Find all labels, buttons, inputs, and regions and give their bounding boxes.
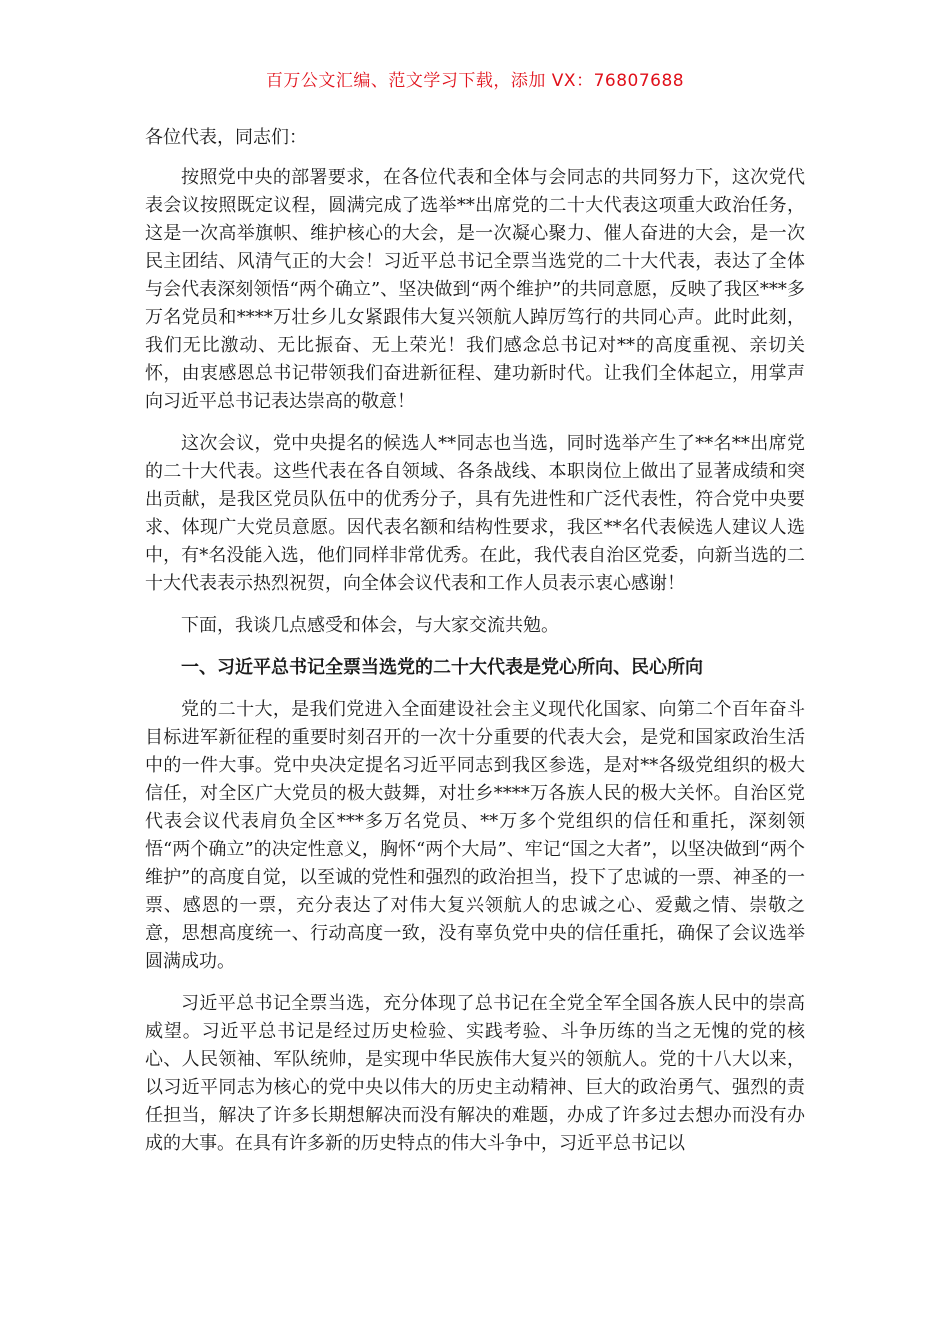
section-paragraph-2: 习近平总书记全票当选，充分体现了总书记在全党全军全国各族人民中的崇高威望。习近平总书记是经过历史检验、实践考验、斗争历练的当之无愧的党的核心、人民领袖、军队统帅，是实现中华民族伟大复兴的领航人。党的十八大以来，以习近平同志为核心的党中央以伟大的历史主动精神、巨大的政治勇气、强烈的责任担当，解决了许多长期想解决而没有解决的难题，办成了许多过去想办而没有办成的大事。在具有许多新的历史特点的伟大斗争中，习近平总书记以	[145, 993, 805, 1154]
section-heading: 一、习近平总书记全票当选党的二十大代表是党心所向、民心所向	[181, 657, 703, 678]
document-body	[145, 124, 805, 1172]
section-paragraph-1: 党的二十大，是我们党进入全面建设社会主义现代化国家、向第二个百年奋斗目标进军新征程的重要时刻召开的一次十分重要的代表大会，是党和国家政治生活中的一件大事。党中央决定提名习近平同志到我区参选，是对**各级党组织的极大信任，对全区广大党员的极大鼓舞，对壮乡****万各族人民的极大关怀。自治区党代表会议代表肩负全区***多万名党员、**万多个党组织的信任和重托，深刻领悟“两个确立”的决定性意义，胸怀“两个大局”、牢记“国之大者”，以坚决做到“两个维护”的高度自觉，以至诚的党性和强烈的政治担当，投下了忠诚的一票、神圣的一票、感恩的一票，充分表达了对伟大复兴领航人的忠诚之心、爱戴之情、崇敬之意，思想高度统一、行动高度一致，没有辜负党中央的信任重托，确保了会议选举圆满成功。	[145, 699, 805, 972]
paragraph-2: 这次会议，党中央提名的候选人**同志也当选，同时选举产生了**名**出席党的二十大代表。这些代表在各自领域、各条战线、本职岗位上做出了显著成绩和突出贡献，是我区党员队伍中的优秀分子，具有先进性和广泛代表性，符合党中央要求、体现广大党员意愿。因代表名额和结构性要求，我区**名代表候选人建议人选中，有*名没能入选，他们同样非常优秀。在此，我代表自治区党委，向新当选的二十大代表表示热烈祝贺，向全体会议代表和工作人员表示衷心感谢！	[145, 433, 805, 594]
paragraph-3: 下面，我谈几点感受和体会，与大家交流共勉。	[181, 615, 559, 636]
header-banner: 百万公文汇编、范文学习下载，添加 VX：76807688	[265, 71, 685, 91]
paragraph-1: 按照党中央的部署要求，在各位代表和全体与会同志的共同努力下，这次党代表会议按照既定议程，圆满完成了选举**出席党的二十大代表这项重大政治任务，这是一次高举旗帜、维护核心的大会，是一次凝心聚力、催人奋进的大会，是一次民主团结、风清气正的大会！习近平总书记全票当选党的二十大代表，表达了全体与会代表深刻领悟“两个确立”、坚决做到“两个维护”的共同意愿，反映了我区***多万名党员和****万壮乡儿女紧跟伟大复兴领航人踔厉笃行的共同心声。此时此刻，我们无比激动、无比振奋、无上荣光！我们感念总书记对**的高度重视、亲切关怀，由衷感恩总书记带领我们奋进新征程、建功新时代。让我们全体起立，用掌声向习近平总书记表达崇高的敬意！	[145, 167, 805, 412]
salutation: 各位代表，同志们：	[145, 127, 307, 148]
